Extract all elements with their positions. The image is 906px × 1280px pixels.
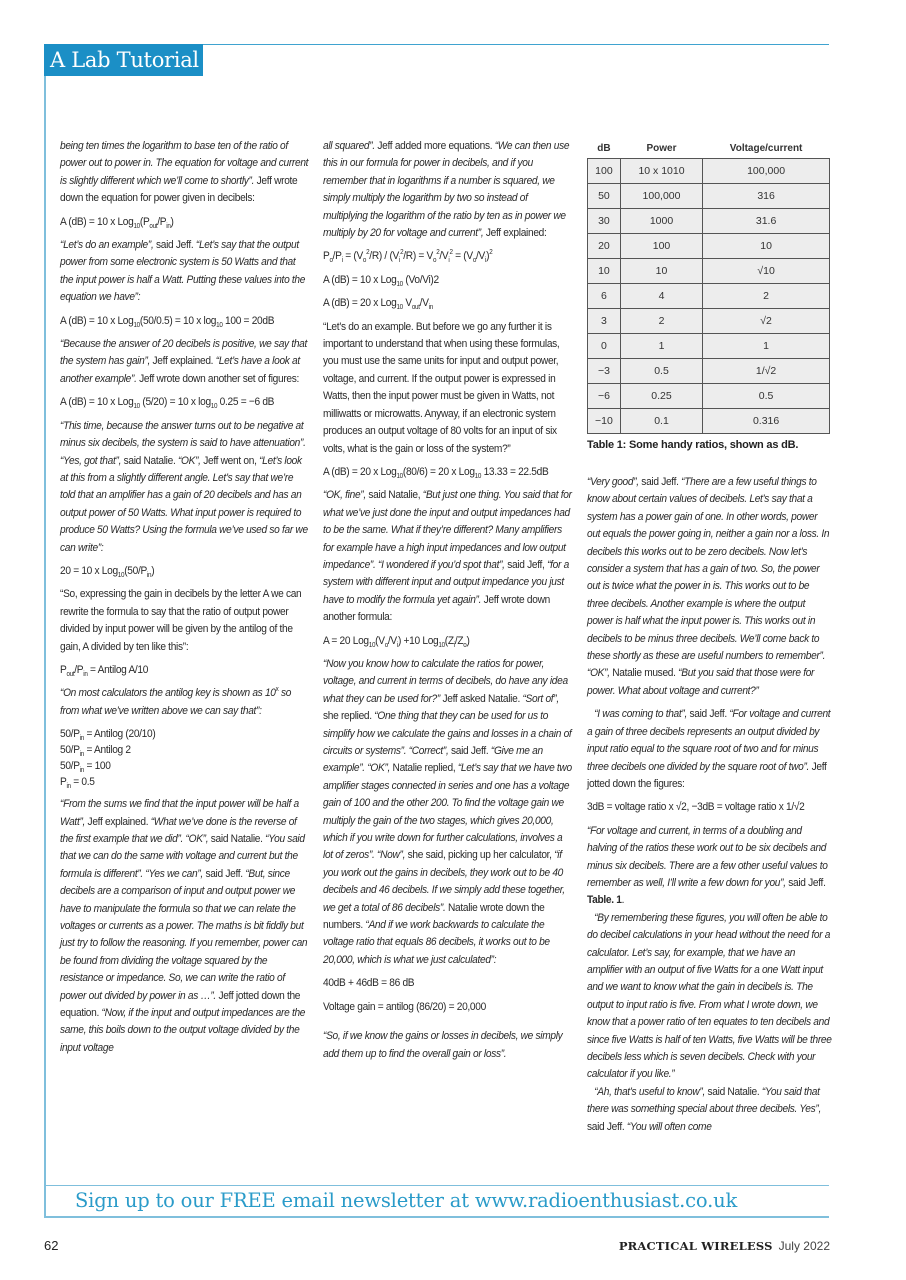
equation xyxy=(60,214,310,231)
text-run: said Jeff. xyxy=(153,239,196,252)
text-run: “We can then use this in our formula for power in decibels, and if you remember that in logarithms if a number is squared, we simply multiply the logarithm by two so instead of multiplying the logarithm of the ratio by ten as in power we multiply by 20 for voltage and current”, xyxy=(323,140,570,240)
subscript: in xyxy=(166,222,171,230)
text-run: “You will often come xyxy=(626,1120,712,1133)
subscript: in xyxy=(66,783,71,791)
equation xyxy=(60,563,310,580)
subscript: 10 xyxy=(133,222,140,230)
text-run: (50/P xyxy=(124,564,147,577)
text-run: /P xyxy=(74,663,84,676)
text-run: “Now you know how to calculate the ratios for power, voltage, and current in terms of decibels, do have any idea what they can be used for?” xyxy=(323,657,568,705)
text-run: /R) / (V xyxy=(369,250,399,263)
text-run: A (dB) = 20 x Log xyxy=(323,297,397,310)
text-run: “I was coming to that”, xyxy=(594,708,687,721)
table-cell: 10 x 1010 xyxy=(620,159,702,184)
text-run: Jeff added more equations. xyxy=(374,140,495,152)
text-run: P xyxy=(60,663,67,676)
subscript: o xyxy=(463,641,467,649)
superscript: 2 xyxy=(366,249,370,257)
subscript: 10 xyxy=(396,472,403,480)
equation xyxy=(323,975,573,992)
ratios-table xyxy=(587,138,830,434)
text-run: = Antilog A/10 xyxy=(87,663,149,676)
text-run: /V xyxy=(439,250,449,263)
text-run: A (dB) = 10 x Log xyxy=(60,314,134,327)
table-cell: 1 xyxy=(620,334,702,359)
footer-rule-top xyxy=(44,1185,829,1186)
paragraph xyxy=(323,138,573,242)
table-cell: 2 xyxy=(620,309,702,334)
text-run: Jeff jotted down the figures: xyxy=(587,760,827,790)
table-row xyxy=(588,259,830,284)
equation xyxy=(323,272,573,289)
table-cell: 100 xyxy=(620,234,702,259)
text-run: Jeff explained: xyxy=(483,227,547,240)
text-run: (Z xyxy=(444,634,454,647)
text-run: said Natalie. xyxy=(208,833,266,845)
table-row xyxy=(588,384,830,409)
text-run: ) xyxy=(466,634,470,647)
text-run: 20 = 10 x Log xyxy=(60,564,118,577)
equation xyxy=(60,662,310,679)
text-run: ) +10 Log xyxy=(397,634,439,647)
paragraph xyxy=(587,910,832,1084)
text-run: = (V xyxy=(342,250,363,263)
text-run: “This time, because the answer turns out to be negative at minus six decibels, the system is said to have attenuation”. “Yes, got that”, xyxy=(60,419,306,467)
text-run: so from what we’ve written above we can say that”: xyxy=(60,687,292,717)
equation-line xyxy=(60,758,310,774)
table-row xyxy=(588,284,830,309)
paragraph xyxy=(60,586,310,656)
text-run: /R) = V xyxy=(403,250,434,263)
subscript: 10 xyxy=(396,280,403,288)
header-rule xyxy=(203,44,829,45)
text-run: “OK, fine”, xyxy=(323,489,366,502)
section-title: A Lab Tutorial xyxy=(44,44,203,76)
subscript: i xyxy=(453,641,455,649)
text-run: said Jeff. xyxy=(202,867,246,880)
table-cell: 10 xyxy=(588,259,621,284)
text-run: “Let’s look at this from a slightly different angle. Let’s say that we’re told that an amplifier has a gain of 20 decibels and has an output power of 50 Watts. What input power is required to produce 50 Watts? Using the formula we’ve used so far we can write”: xyxy=(60,454,308,554)
text-run: /Z xyxy=(454,634,464,647)
page-number: 62 xyxy=(44,1238,59,1253)
equation-line xyxy=(60,774,310,790)
text-run: “One thing that they can be used for us to simplify how we calculate the gains and losses in a chain of circuits or systems”. “Correct”, xyxy=(323,710,572,757)
text-run: Natalie wrote down the numbers. xyxy=(323,901,545,932)
text-run: “Let’s do an example. But before we go any further it is important to understand that when using these formulas, you must use the same units for input and output power, voltage, and current. If the output power is expressed in Watts, then the input power must be given in Watts, not milliwatts or microwatts. Anyway, if an electronic system produces an output voltage of 80 volts for an input of six volts, what is the gain or loss of the system?” xyxy=(323,320,560,455)
text-run: 50/P xyxy=(60,760,80,773)
table-row xyxy=(588,209,830,234)
subscript: 10 xyxy=(396,304,403,312)
subscript: i xyxy=(341,257,343,265)
paragraph xyxy=(587,823,832,910)
superscript: 2 xyxy=(449,249,453,257)
text-run: “But just one thing. You said that for what we’ve just done the input and output impedances had to be the same. What if they’re different? Many amplifiers for example have a high input impedances and low output impedance”. “I wondered if you’d spot that”, xyxy=(323,489,572,571)
text-run: A = 20 Log xyxy=(323,634,369,647)
text-run: 50/P xyxy=(60,744,80,757)
text-run: “Because the answer of 20 decibels is positive, we say that the system has gain”, xyxy=(60,338,308,368)
subscript: 10 xyxy=(117,571,125,579)
paragraph xyxy=(323,656,573,969)
text-run: /V xyxy=(476,250,486,263)
equation xyxy=(323,464,573,481)
table-cell: 1/√2 xyxy=(703,359,830,384)
text-run: “Ah, that’s useful to know”, xyxy=(594,1085,706,1098)
paragraph xyxy=(60,336,310,388)
text-run: “But, since decibels are a comparison of input and output power we have to manipulate the formula so that we can relate the voltages or currents as a power. The maths is bit fiddly but just try to follow the reasoning. If you remember, power can be found from dividing the voltage squared by the resistance or impedance. So, we can write the ratio of power out divided by power in as …”. xyxy=(60,867,308,1002)
table-cell: −3 xyxy=(588,359,621,384)
text-run: said Natalie. xyxy=(705,1085,762,1098)
table-cell: 0.316 xyxy=(703,409,830,434)
text-run: Natalie replied, xyxy=(390,762,458,775)
equation xyxy=(60,313,310,330)
subscript: i xyxy=(396,641,398,649)
article-column-2 xyxy=(323,138,573,1069)
text-run: said Jeff. xyxy=(448,745,491,757)
paragraph xyxy=(60,685,310,720)
paragraph xyxy=(60,237,310,307)
subscript: 10 xyxy=(210,403,218,411)
table-row xyxy=(588,409,830,434)
text-run: A (dB) = 10 x Log xyxy=(60,215,134,228)
subscript: out xyxy=(411,304,420,312)
text-run: said Jeff. xyxy=(638,476,682,488)
equation xyxy=(60,394,310,411)
table-row xyxy=(588,309,830,334)
table-cell: √10 xyxy=(703,259,830,284)
text-run: said Jeff. xyxy=(785,876,826,889)
text-run: “On most calculators the antilog key is shown as 10 xyxy=(60,687,276,700)
subscript: i xyxy=(398,257,401,265)
text-run: 50/P xyxy=(60,728,80,741)
text-run: said Jeff. xyxy=(686,708,730,721)
subscript: o xyxy=(472,257,477,265)
table-cell: 30 xyxy=(588,209,621,234)
table-cell: 1000 xyxy=(620,209,702,234)
table-cell: 10 xyxy=(703,234,830,259)
text-run: “What we’ve done is the reverse of the first example that we did”. “OK”, xyxy=(60,815,297,845)
equation xyxy=(323,633,573,650)
text-run: = Antilog (20/10) xyxy=(83,728,156,741)
subscript: in xyxy=(79,767,84,775)
magazine-footer xyxy=(619,1239,830,1253)
subscript: out xyxy=(149,222,158,230)
table-header-row xyxy=(588,138,830,159)
text-run: 3dB = voltage ratio x √2, −3dB = voltage ratio x 1/√2 xyxy=(587,801,805,814)
text-run: “From the sums we find that the input power will be half a Watt”, xyxy=(60,798,299,828)
text-run: /P xyxy=(157,215,167,228)
text-run: A (dB) = 20 x Log xyxy=(323,465,397,478)
subscript: 10 xyxy=(133,403,140,411)
text-run: “Sort of”, xyxy=(522,692,559,705)
equation-line xyxy=(60,742,310,758)
text-run: /V xyxy=(419,297,429,310)
table-cell: 6 xyxy=(588,284,621,309)
text-run: she said, picking up her calculator, xyxy=(405,849,555,862)
equation xyxy=(323,295,573,312)
subscript: in xyxy=(146,571,152,579)
text-run: V xyxy=(402,297,412,310)
paragraph xyxy=(60,138,310,208)
text-run: “if you work out the gains in decibels, they work out to be 40 decibels and 46 decibels. If we simply add these together, we get a total of 86 decibels”. xyxy=(323,849,565,914)
text-run: “But you said that those were for power. What about voltage and current?” xyxy=(587,667,815,697)
equation xyxy=(587,799,832,816)
newsletter-signup-banner[interactable]: Sign up to our FREE email newsletter at www.radioenthusiast.co.uk xyxy=(75,1189,738,1212)
text-run: Jeff explained. xyxy=(150,355,216,368)
text-run: 40dB + 46dB = 86 dB xyxy=(323,977,415,990)
paragraph xyxy=(587,706,832,793)
subscript: 10 xyxy=(216,321,223,329)
table-row xyxy=(588,359,830,384)
article-column-3 xyxy=(587,474,832,1136)
text-run: A (dB) = 10 x Log xyxy=(60,396,134,409)
subscript: 10 xyxy=(368,641,376,649)
text-run: = (V xyxy=(452,250,473,263)
text-run: (P xyxy=(139,215,150,228)
text-run: (80/6) = 20 x Log xyxy=(402,465,475,478)
column-header-db: dB xyxy=(597,142,611,154)
table-cell: 50 xyxy=(588,184,621,209)
text-run: Voltage gain = antilog (86/20) = 20,000 xyxy=(323,1000,486,1013)
text-run: Jeff asked Natalie. xyxy=(439,692,523,705)
subscript: in xyxy=(79,751,84,759)
column-header-voltage-current: Voltage/current xyxy=(729,142,803,154)
text-run: “Give me an example”. “OK”, xyxy=(323,745,543,775)
table-cell: 316 xyxy=(703,184,830,209)
text-run: “You said that we can do the same with voltage and current but the formula is different”. “Yes we can”, xyxy=(60,833,305,880)
superscript: 2 xyxy=(489,249,493,257)
text-run: Natalie mused. xyxy=(609,667,679,680)
text-run: said Jeff. xyxy=(587,1120,627,1133)
text-run: (5/20) = 10 x log xyxy=(139,396,211,409)
text-run: Jeff explained. xyxy=(85,815,151,828)
table-row xyxy=(588,184,830,209)
text-run: /V xyxy=(387,634,397,647)
table-cell: 2 xyxy=(703,284,830,309)
text-run: (50/0.5) = 10 x log xyxy=(139,314,217,327)
table-cell: 1 xyxy=(703,334,830,359)
paragraph xyxy=(323,1028,573,1063)
text-run: said Natalie. xyxy=(121,454,178,467)
text-run: being ten times the logarithm to base ten of the ratio of power out to power in. The equation for voltage and current is slightly different which we’ll come to shortly”. xyxy=(60,140,309,187)
paragraph xyxy=(323,319,573,458)
text-run: 100 = 20dB xyxy=(222,314,275,327)
paragraph xyxy=(587,474,832,700)
subscript: o xyxy=(329,257,333,265)
text-run: all squared”. xyxy=(323,140,375,152)
text-run: “By remembering these figures, you will often be able to do decibel calculations in your head without the need for a calculator. Let’s say, for example, that we have an amplifier with an output of five Watts for a one Watt input and we want to know what the gain in decibels is. The output to input ratio is five. From what I wrote down, we know that a power ratio of ten equates to ten decibels and since five Watts is half of ten Watts, five Watts will be three decibels less which is seven decibels. Check with your calculator if you like.” xyxy=(587,911,832,1081)
paragraph xyxy=(60,796,310,1057)
equation-line xyxy=(60,726,310,742)
subscript: in xyxy=(428,304,433,312)
subscript: in xyxy=(79,735,84,743)
subscript: 10 xyxy=(474,472,482,480)
text-run: Jeff wrote down another formula: xyxy=(323,593,550,624)
footer-rule-bottom xyxy=(44,1216,829,1218)
text-run: Jeff wrote down another set of figures: xyxy=(136,372,300,385)
table-cell: −6 xyxy=(588,384,621,409)
table-cell: 31.6 xyxy=(703,209,830,234)
equation xyxy=(323,248,573,265)
table-cell: √2 xyxy=(703,309,830,334)
table-cell: 0.25 xyxy=(620,384,702,409)
subscript: i xyxy=(485,257,487,265)
table-cell: 0.5 xyxy=(620,359,702,384)
text-run: “Very good”, xyxy=(587,476,639,488)
text-run: “For voltage and current, in terms of a doubling and halving of the ratios these work out to be six decibels and minus six decibels. There are a few other useful values to remember as well, I’ll write a few down for you”, xyxy=(587,824,828,889)
text-run: said Natalie, xyxy=(365,489,423,502)
subscript: i xyxy=(448,257,450,265)
text-run: /P xyxy=(332,250,342,263)
text-run: “Let’s say that the output power from some electronic system is 50 Watts and that the input power is half a Watt. Putting these values into the equation we have”: xyxy=(60,239,306,304)
table-cell: 100 xyxy=(588,159,621,184)
subscript: o xyxy=(384,641,388,649)
text-run: “And if we work backwards to calculate the voltage ratio that equals 86 decibels, it works out to be 20,000, which is what we just calculated”: xyxy=(323,919,550,966)
text-run: “OK”, xyxy=(177,454,201,467)
left-border-rule xyxy=(44,76,46,1216)
table-cell: 4 xyxy=(620,284,702,309)
text-run: = 0.5 xyxy=(70,776,95,789)
paragraph xyxy=(60,418,310,557)
text-run: “for a system with different input and output impedance you just have to modify the formula yet again”. xyxy=(323,558,569,606)
text-run: (V xyxy=(375,634,385,647)
text-run: Jeff went on, xyxy=(200,454,260,467)
text-run: “So, expressing the gain in decibels by the letter A we can rewrite the formula to say that the ratio of output power divided by input power will be given by the antilog of the gain, A divided by ten like this”: xyxy=(60,588,302,653)
table-cell: 3 xyxy=(588,309,621,334)
text-run: 0.25 = −6 dB xyxy=(217,396,275,409)
table-cell: 20 xyxy=(588,234,621,259)
subscript: o xyxy=(362,257,367,265)
table-cell: 0 xyxy=(588,334,621,359)
text-run: ) xyxy=(151,564,155,577)
paragraph xyxy=(323,487,573,626)
text-run: “So, if we know the gains or losses in decibels, we simply add them up to find the overall gain or loss”. xyxy=(323,1030,563,1060)
text-run: “You said that there was something special about three decibels. Yes”, xyxy=(587,1085,821,1116)
text-run: Jeff wrote down the equation for power given in decibels: xyxy=(60,174,298,205)
paragraph xyxy=(587,1084,832,1136)
table-row xyxy=(588,334,830,359)
table-cell: 0.1 xyxy=(620,409,702,434)
table-cell: −10 xyxy=(588,409,621,434)
table-cell: 10 xyxy=(620,259,702,284)
table-cell: 0.5 xyxy=(703,384,830,409)
article-column-1 xyxy=(60,138,310,1063)
equation-block xyxy=(60,726,310,790)
text-run: A (dB) = 10 x Log xyxy=(323,273,397,286)
subscript: o xyxy=(433,257,437,265)
text-run: Table. 1 xyxy=(587,894,622,907)
subscript: 10 xyxy=(438,641,445,649)
table-caption: Table 1: Some handy ratios, shown as dB. xyxy=(587,439,799,451)
table-row xyxy=(588,159,830,184)
equation xyxy=(323,999,573,1016)
text-run: ) xyxy=(170,215,174,228)
column-header-power: Power xyxy=(646,142,677,154)
text-run: P xyxy=(323,250,330,263)
text-run: “Let’s say that we have two amplifier stages connected in series and one has a voltage gain of 100 and the other 200. To find the voltage gain we multiply the gain of the two stages, which gives 20,000, which if you write down for further calculations, involves a lot of zeros”. “Now”, xyxy=(323,762,572,862)
table-cell: 100,000 xyxy=(620,184,702,209)
table-cell: 100,000 xyxy=(703,159,830,184)
text-run: she replied. xyxy=(323,710,375,723)
table-row xyxy=(588,234,830,259)
text-run: P xyxy=(60,776,67,789)
subscript: in xyxy=(83,670,88,678)
text-run: “Let’s do an example”, xyxy=(60,239,154,252)
subscript: 10 xyxy=(133,321,140,329)
text-run: = 100 xyxy=(83,760,111,773)
text-run: “Now, if the input and output impedances are the same, this boils down to the output voltage divided by the input voltage xyxy=(60,1007,306,1054)
text-run: ) xyxy=(486,250,490,263)
text-run: . xyxy=(621,894,625,907)
magazine-name: PRACTICAL WIRELESS xyxy=(618,1239,773,1253)
text-run: “For voltage and current a gain of three decibels represents an output divided by input ratio equal to the square root of two and for minus three decibels one divided by the square root of two”. xyxy=(587,708,831,773)
text-run: “Let’s have a look at another example”. xyxy=(60,355,300,385)
issue-date: July 2022 xyxy=(778,1239,830,1253)
text-run: = Antilog 2 xyxy=(83,744,131,757)
text-run: (Vo/Vi)2 xyxy=(402,273,439,286)
text-run: 13.33 = 22.5dB xyxy=(481,465,549,478)
text-run: said Jeff, xyxy=(504,558,548,571)
superscript: x xyxy=(275,686,279,694)
text-run: Jeff jotted down the equation. xyxy=(60,989,301,1020)
superscript: 2 xyxy=(400,249,404,257)
text-run: “There are a few useful things to know about certain values of decibels. Let’s say that a system has a power gain of one. In other words, power out equals the power going in, neither a gain nor a loss. In decibels this works out to be zero decibels. Now let’s consider a system that has a gain of two. So, the power out is twice what the power in is. This works out to be three decibels. Another example is where the output power is half what the input power is. This works out in decibels to be minus three decibels. We’ll come back to these shortly as these are useful numbers to remember”. “OK”, xyxy=(587,476,830,680)
superscript: 2 xyxy=(436,249,440,257)
subscript: out xyxy=(66,670,75,678)
